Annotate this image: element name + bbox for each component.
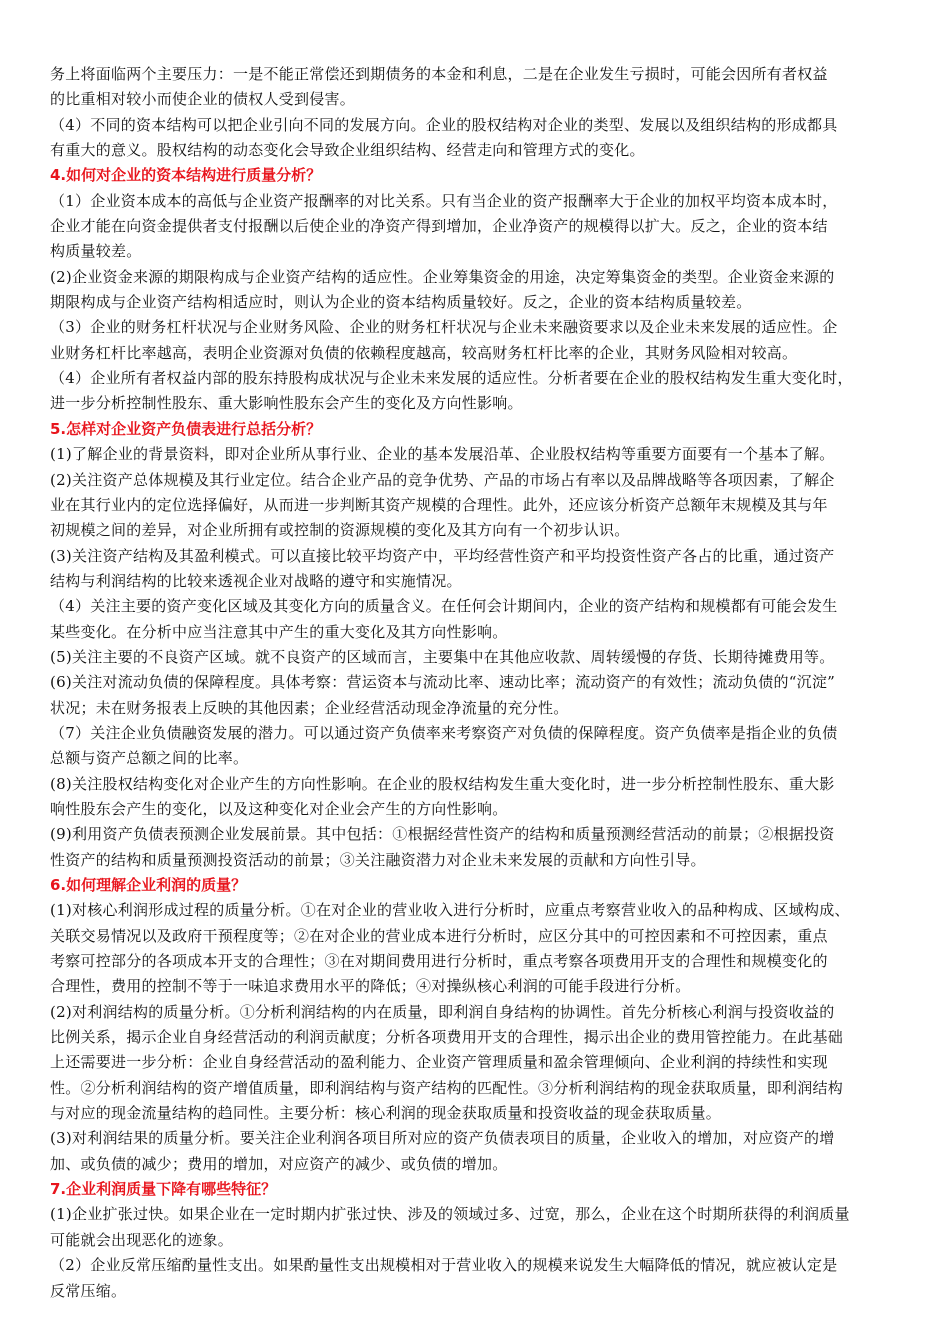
paragraph: (6)关注对流动负债的保障程度。具体考察：营运资本与流动比率、速动比率；流动资产的有效性；流动负债的“沉淀” 状况；未在财务报表上反映的其他因素；企业经营活动现金净流量的充分性。 <box>50 673 836 717</box>
paragraph: 务上将面临两个主要压力：一是不能正常偿还到期债务的本金和利息，二是在企业发生亏损时，可能会因所有者权益 的比重相对较小而使企业的债权人受到侵害。 <box>50 65 828 109</box>
paragraph: (1)了解企业的背景资料，即对企业所从事行业、企业的基本发展沿革、企业股权结构等重要方面要有一个基本了解。 <box>50 445 835 464</box>
section-heading: 4.如何对企业的资本结构进行质量分析？ <box>50 166 322 185</box>
paragraph: （3）企业的财务杠杆状况与企业财务风险、企业的财务杠杆状况与企业未来融资要求以及企业未来发展的适应性。企 业财务杠杆比率越高，表明企业资源对负债的依赖程度越高，较高财务杠杆比率的企业，其财务风险相对较高。 <box>50 318 838 362</box>
paragraph: (1)对核心利润形成过程的质量分析。①在对企业的营业收入进行分析时，应重点考察营业收入的品种构成、区域构成、 关联交易情况以及政府干预程度等；②在对企业的营业成本进行分析时，应区分其中的可控因素和不可控因素，重点 考察可控部分的各项成本开支的合理性；③在对期间费用进行分析时，重点考察各项费用开支的合理性和规模变化的 合理性，费用的控制不等于一味追求费用水平的降低；④对操纵核心利润的可能手段进行分析。 <box>50 901 850 996</box>
paragraph: (9)利用资产负债表预测企业发展前景。其中包括：①根据经营性资产的结构和质量预测经营活动的前景；②根据投资 性资产的结构和质量预测投资活动的前景；③关注融资潜力对企业未来发展的贡献和方向性引导。 <box>50 825 835 869</box>
paragraph: （4）企业所有者权益内部的股东持股构成状况与企业未来发展的适应性。分析者要在企业的股权结构发生重大变化时， 进一步分析控制性股东、重大影响性股东会产生的变化及方向性影响。 <box>50 369 853 413</box>
paragraph: （7）关注企业负债融资发展的潜力。可以通过资产负债率来考察资产对负债的保障程度。资产负债率是指企业的负债 总额与资产总额之间的比率。 <box>50 723 838 768</box>
paragraph: (1)企业扩张过快。如果企业在一定时期内扩张过快、涉及的领域过多、过宽，那么，企业在这个时期所获得的利润质量 可能就会出现恶化的迹象。 <box>50 1205 850 1249</box>
paragraph: (2)关注资产总体规模及其行业定位。结合企业产品的竞争优势、产品的市场占有率以及品牌战略等各项因素，了解企 业在其行业内的定位选择偏好，从而进一步判断其资产规模的合理性。此外，还应该分析资产总额年末规模及其与年 初规模之间的差异，对企业所拥有或控制的资源规模的变化及其方向有一个初步认识。 <box>50 470 835 540</box>
paragraph: (5)关注主要的不良资产区域。就不良资产的区域而言，主要集中在其他应收款、周转缓慢的存货、长期待摊费用等。 <box>50 647 835 666</box>
paragraph: (3)对利润结果的质量分析。要关注企业利润各项目所对应的资产负债表项目的质量，企业收入的增加，对应资产的增 加、或负债的减少；费用的增加，对应资产的减少、或负债的增加。 <box>50 1129 835 1173</box>
paragraph: (8)关注股权结构变化对企业产生的方向性影响。在企业的股权结构发生重大变化时，进一步分析控制性股东、重大影 响性股东会产生的变化，以及这种变化对企业会产生的方向性影响。 <box>50 774 835 818</box>
paragraph: （4）不同的资本结构可以把企业引向不同的发展方向。企业的股权结构对企业的类型、发展以及组织结构的形成都具 有重大的意义。股权结构的动态变化会导致企业组织结构、经营走向和管理方式的变化。 <box>50 115 838 160</box>
paragraph: (3)关注资产结构及其盈利模式。可以直接比较平均资产中，平均经营性资产和平均投资性资产各占的比重，通过资产 结构与利润结构的比较来透视企业对战略的遵守和实施情况。 <box>50 546 835 590</box>
paragraph: (2)对利润结构的质量分析。①分析利润结构的内在质量，即利润自身结构的协调性。首先分析核心利润与投资收益的 比例关系，揭示企业自身经营活动的利润贡献度；分析各项费用开支的合理性，揭示出企业的费用管控能力。在此基础 上还需要进一步分析：企业自身经营活动的盈利能力、企业资产管理质量和盈余管理倾向、企业利润的持续性和实现 性。②分析利润结构的资产增值质量，即利润结构与资产结构的匹配性。③分析利润结构的现金获取质量，即利润结构 与对应的现金流量结构的趋同性。主要分析：核心利润的现金获取质量和投资收益的现金获取质量。 <box>50 1002 844 1123</box>
section-heading: 6.如何理解企业利润的质量？ <box>50 876 247 894</box>
paragraph: (2)企业资金来源的期限构成与企业资产结构的适应性。企业筹集资金的用途，决定筹集资金的类型。企业资金来源的 期限构成与企业资产结构相适应时，则认为企业的资本结构质量较好。反之，企业的资本结构质量较差。 <box>50 267 835 312</box>
paragraph: （2）企业反常压缩酌量性支出。如果酌量性支出规模相对于营业收入的规模来说发生大幅降低的情况，就应被认定是 反常压缩。 <box>50 1256 838 1300</box>
paragraph: （4）关注主要的资产变化区域及其变化方向的质量含义。在任何会计期间内，企业的资产结构和规模都有可能会发生 某些变化。在分析中应当注意其中产生的重大变化及其方向性影响。 <box>50 597 838 641</box>
section-heading: 5.怎样对企业资产负债表进行总括分析？ <box>50 419 322 438</box>
paragraph: （1）企业资本成本的高低与企业资产报酬率的对比关系。只有当企业的资产报酬率大于企业的加权平均资本成本时， 企业才能在向资金提供者支付报酬以后使企业的净资产得到增加，企业净资产的规模得以扩大。反之，企业的资本结 构质量较差。 <box>50 191 838 261</box>
section-heading: 7.企业利润质量下降有哪些特征？ <box>50 1180 277 1199</box>
document-page <box>50 62 902 1304</box>
